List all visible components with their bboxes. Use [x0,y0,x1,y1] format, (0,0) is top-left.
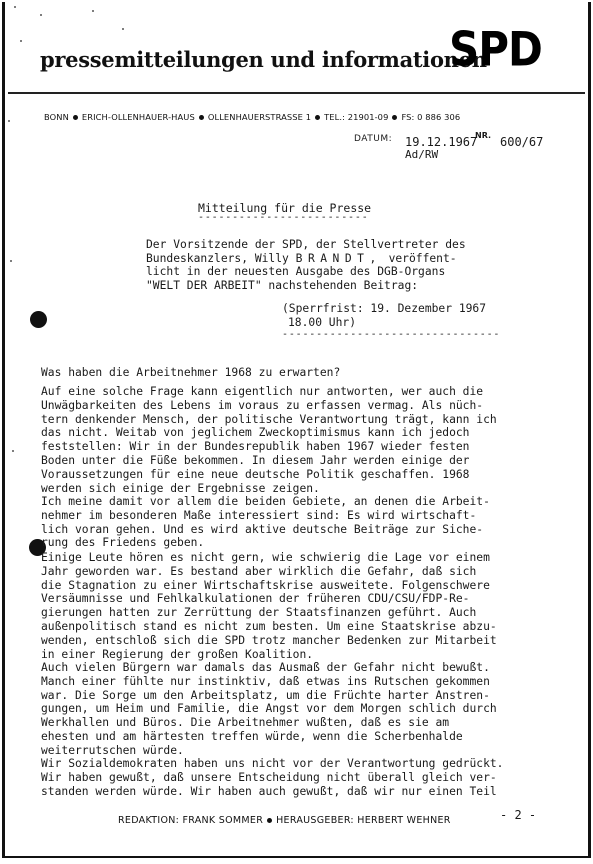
text-line: Auf eine solche Frage kann eigentlich nur antworten, wer auch die [41,385,484,398]
text-line: rung des Friedens geben. [41,536,205,550]
intro-text: veröffent- [388,251,457,265]
nr-label: NR. [475,131,492,140]
embargo-line: (Sperrfrist: 19. Dezember 1967 [282,302,487,315]
text-line: Was haben die Arbeitnehmer 1968 zu erwarten? [41,366,341,379]
text-line: das nicht. Weitab von jeglichem Zweckoptimismus kann ich jedoch [41,426,470,440]
scan-speck [92,10,94,12]
datum-value: 19.12.1967 [405,135,478,149]
bullet-icon [73,115,78,120]
text-line: gungen, um Heim und Familie, die Angst vor dem Morgen schlich durch [41,702,497,716]
scan-speck [12,450,14,452]
footer-line [118,815,451,826]
paragraph-4 [41,661,561,758]
spd-logo: SPD [449,22,542,77]
text-line: Auch vielen Bürgern war damals das Ausmaß der Gefahr nicht bewußt. [41,661,490,674]
document-heading: Mitteilung für die Presse [198,201,372,215]
text-line: die Stagnation zu einer Wirtschaftskrise ausweitete. Folgenschwere [41,578,490,592]
text-line: Boden unter die Füße bekommen. In diesem Jahr werden einige der [41,453,470,467]
text-line: Jahr geworden war. Es bestand aber wirklich die Gefahr, daß sich [41,564,477,578]
header-rule [8,92,585,94]
text-line: in einer Regierung der großen Koalition. [41,647,314,661]
text-line: tern denkender Mensch, der politische Verantwortung trägt, kann ich [41,412,497,426]
text-line: ehesten und am härtesten treffen würde, wenn die Scherbenhalde [41,729,463,743]
text-line: Voraussetzungen für eine neue deutsche Politik geschaffen. 1968 [41,467,470,481]
intro-line [146,252,466,266]
datum-label: DATUM: [354,134,393,144]
text-line: standen werden würde. Wir haben auch gewußt, daß wir nur einen Teil [41,784,497,798]
author-name: BRANDT, [295,251,382,265]
text-line: außenpolitisch stand es nicht zum besten. Um eine Staatskrise abzu- [41,619,497,633]
footer-herausgeber: HERAUSGEBER: HERBERT WEHNER [276,815,451,826]
address-telex: FS: 0 886 306 [401,112,461,122]
intro-line: Der Vorsitzende der SPD, der Stellvertreter des [146,238,466,251]
text-line: Unwägbarkeiten des Lebens im voraus zu erfassen vermag. Als nüch- [41,398,484,412]
text-line: Versäumnisse und Fehlkalkulationen der früheren CDU/CSU/FDP-Re- [41,592,470,606]
text-line: feststellen: Wir in der Bundesrepublik haben 1967 wieder festen [41,440,470,454]
text-line: werden sich einige der Ergebnisse zeigen. [41,481,320,495]
paragraph-2 [41,495,561,550]
scan-speck [20,40,22,42]
paragraph-5 [41,757,561,798]
text-line: war. Die Sorge um den Arbeitsplatz, um die Früchte harter Anstren- [41,688,490,702]
punch-hole [30,311,47,328]
intro-text: Bundeskanzlers, Willy [146,251,289,265]
embargo-block [282,302,486,329]
reference-initials: Ad/RW [405,148,439,161]
body-question [41,366,561,380]
heading-underline: ------------------------- [198,212,369,223]
address-phone: TEL.: 21901-09 [324,112,389,122]
intro-block [146,238,466,292]
paragraph-1 [41,385,561,495]
embargo-underline: -------------------------------- [282,329,501,340]
masthead-title: pressemitteilungen und informationen [40,47,487,72]
text-line: nehmer im besonderen Maße interessiert sind: Es wird wirtschaft- [41,508,477,522]
text-line: lich voran gehen. Und es wird aktive deutsche Beiträge zur Siche- [41,522,484,536]
bullet-icon [315,115,320,120]
scan-speck [40,14,42,16]
text-line: Einige Leute hören es nicht gern, wie schwierig die Lage vor einem [41,551,490,564]
footer-redaktion: REDAKTION: FRANK SOMMER [118,815,264,826]
address-city: BONN [44,112,69,122]
text-line: Wir Sozialdemokraten haben uns nicht vor der Verantwortung gedrückt. [41,757,504,770]
bullet-icon [392,115,397,120]
bullet-icon [199,115,204,120]
nr-value: 600/67 [500,135,544,149]
text-line: Ich meine damit vor allem die beiden Gebiete, an denen die Arbeit- [41,495,490,508]
scan-speck [8,120,10,122]
intro-line: licht in der neuesten Ausgabe des DGB-Organs [146,265,446,279]
address-line [44,112,460,122]
scan-speck [14,6,16,8]
scan-speck [10,260,12,262]
address-street: OLLENHAUERSTRASSE 1 [207,112,312,122]
text-line: wenden, entschloß sich die SPD trotz mancher Bedenken zur Mitarbeit [41,633,497,647]
text-line: weiterrutschen würde. [41,743,184,757]
address-building: ERICH-OLLENHAUER-HAUS [81,112,195,122]
text-line: Manch einer fühlte nur instinktiv, daß etwas ins Rutschen gekommen [41,674,490,688]
text-line: Werkhallen und Büros. Die Arbeitnehmer wußten, daß es sie am [41,716,450,730]
paragraph-3 [41,551,561,661]
scan-speck [122,28,124,30]
bullet-icon [267,818,272,823]
text-line: gierungen hatten zur Zerrüttung der Staatsfinanzen geführt. Auch [41,606,477,620]
intro-line: "WELT DER ARBEIT" nachstehenden Beitrag: [146,278,419,292]
text-line: Wir haben gewußt, daß unsere Entscheidung nicht überall gleich ver- [41,770,497,784]
page-number: - 2 - [500,808,537,822]
embargo-line: 18.00 Uhr) [288,315,357,329]
